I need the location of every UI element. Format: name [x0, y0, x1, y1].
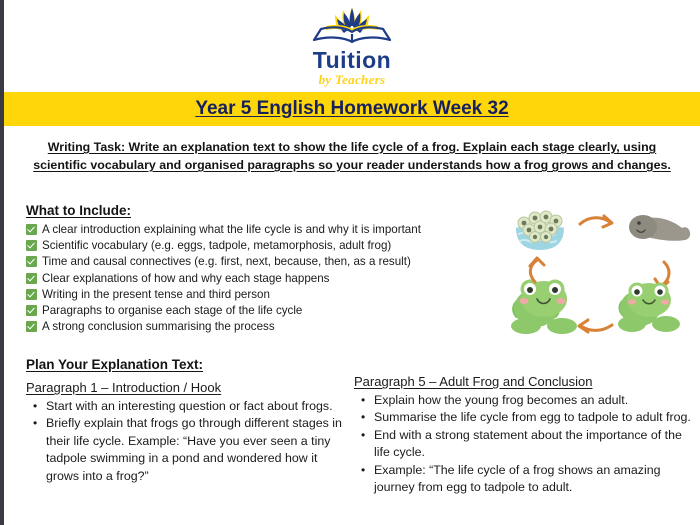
young-frog-icon	[618, 283, 680, 333]
check-label: Writing in the present tense and third person	[42, 287, 270, 301]
check-icon	[26, 305, 37, 316]
logo-subtitle: by Teachers	[318, 72, 386, 87]
paragraph-5-heading: Paragraph 5 – Adult Frog and Conclusion	[354, 374, 593, 389]
list-item: • End with a strong statement about the importance of the life cycle.	[354, 427, 694, 462]
list-item	[26, 254, 496, 270]
list-item	[26, 271, 496, 287]
page-title-band	[4, 92, 700, 126]
paragraph-1-heading: Paragraph 1 – Introduction / Hook	[26, 380, 222, 395]
paragraph-5-bullets	[354, 392, 694, 496]
list-item	[26, 287, 496, 303]
document-page	[4, 0, 700, 525]
tadpole-icon	[629, 215, 690, 241]
list-item	[26, 222, 496, 238]
brand-logo	[4, 4, 700, 88]
writing-task-statement: Writing Task: Write an explanation text to show the life cycle of a frog. Explain each stage clearly, using scientific vocabulary and organised paragraphs so your reader understands how a frog grows and changes.	[33, 140, 671, 172]
arrow-icon	[579, 320, 612, 332]
check-label: A strong conclusion summarising the process	[42, 320, 275, 334]
list-item	[26, 319, 496, 335]
logo-title: Tuition	[312, 47, 392, 73]
open-book-with-rays-icon	[304, 4, 400, 48]
check-label: A clear introduction explaining what the life cycle is and why it is important	[42, 223, 421, 236]
check-icon	[26, 240, 37, 251]
check-icon	[26, 224, 37, 235]
what-to-include-section	[26, 203, 496, 335]
list-item: • Example: “The life cycle of a frog shows an amazing journey from egg to tadpole to adult.	[354, 462, 694, 497]
check-icon	[26, 273, 37, 284]
plan-heading: Plan Your Explanation Text:	[26, 357, 204, 372]
check-label: Time and causal connectives (e.g. first, next, because, then, as a result)	[42, 255, 411, 269]
plan-column-right	[354, 373, 694, 496]
frog-eggs-icon	[516, 211, 564, 250]
list-item: • Start with an interesting question or fact about frogs.	[26, 398, 346, 415]
list-item	[26, 238, 496, 254]
what-to-include-heading: What to Include:	[26, 203, 131, 218]
check-label: Clear explanations of how and why each stage happens	[42, 271, 330, 285]
arrow-icon	[580, 216, 612, 227]
page-title: Year 5 English Homework Week 32	[195, 98, 509, 119]
what-to-include-list	[26, 222, 496, 335]
check-icon	[26, 289, 37, 300]
check-icon	[26, 321, 37, 332]
list-item	[26, 303, 496, 319]
plan-column-left	[26, 379, 346, 485]
paragraph-1-bullets	[26, 398, 346, 485]
frog-life-cycle-illustration	[504, 196, 700, 346]
check-label: Paragraphs to organise each stage of the life cycle	[42, 304, 303, 318]
arrow-icon	[530, 258, 544, 282]
list-item: • Summarise the life cycle from egg to tadpole to adult frog.	[354, 409, 694, 426]
check-label: Scientific vocabulary (e.g. eggs, tadpole, metamorphosis, adult frog)	[42, 239, 392, 253]
list-item: • Explain how the young frog becomes an adult.	[354, 392, 694, 409]
adult-frog-icon	[511, 280, 577, 335]
check-icon	[26, 256, 37, 267]
list-item: • Briefly explain that frogs go through different stages in their life cycle. Example: “Have you ever seen a tiny tadpole swimming in a pond and wondered how it grows into a frog?”	[26, 415, 346, 485]
